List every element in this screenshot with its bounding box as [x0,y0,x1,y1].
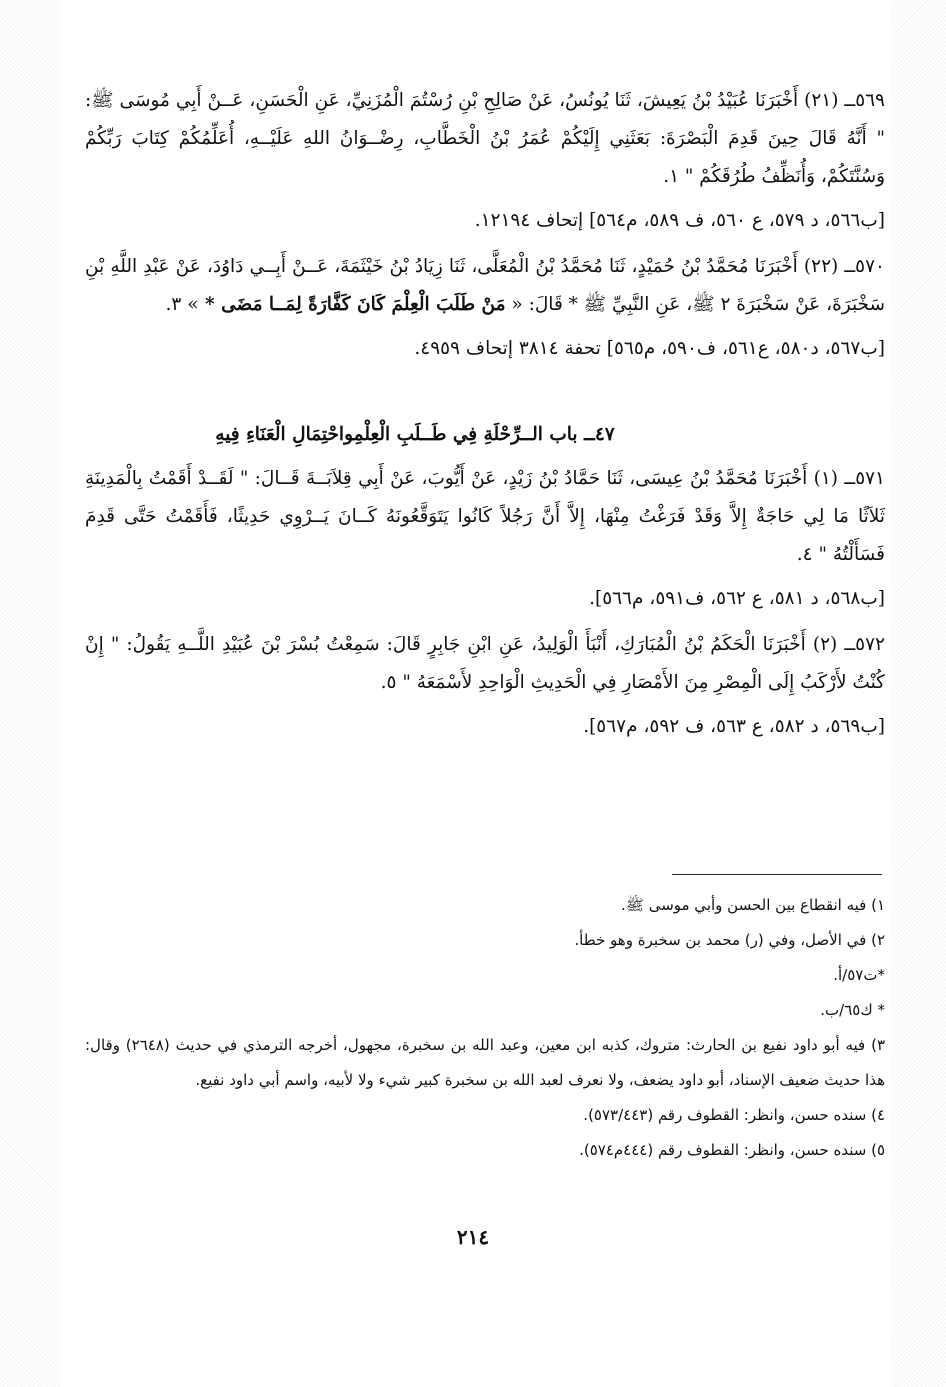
chapter-title: ٤٧ــ باب الــرِّحْلَةِ فِي طَــلَبِ الْعِلْمِواحْتِمَالِ الْعَنَاءِ فِيهِ [215,424,615,445]
footnote-4: ٤) سنده حسن، وانظر: القطوف رقم (٥٧٣/٤٤٣). [583,1106,885,1124]
hadith-572: ٥٧٢ــ (٢) أَخْبَرَنَا الْحَكَمُ بْنُ الْمُبَارَكِ، أَنْبَأَ الْوَلِيدُ، عَنِ ابْنِ جَابِرٍ قَالَ: سَمِعْتُ بُسْرَ بْنَ عُبَيْدِ اللَّــهِ يَقُولُ: " إِنْ كُنْتُ لأَرْكَبُ إِلَى الْمِصْرِ مِنَ الأَمْصَارِ فِي الْحَدِيثِ الْوَاحِدِ لأَسْمَعَهُ " ٥. [85,634,885,693]
scan-edge-left [0,0,60,1387]
footnotes [85,888,885,1168]
footnote-marker-t: *ت٥٧/أ. [833,966,885,984]
hadith-570-matn: مَنْ طَلَبَ الْعِلْمَ كَانَ كَفَّارَةً لِمَــا مَضَى * [198,294,506,315]
page-number: ٢١٤ [456,1225,490,1249]
hadith-571-reference: [ب٥٦٨، د ٥٨١، ع ٥٦٢، ف٥٩١، م٥٦٦]. [589,588,885,609]
footnote-1: ١) فيه انقطاع بين الحسن وأبي موسى ﷺ. [621,896,885,914]
footnote-2: ٢) في الأصل، وفي (ر) محمد بن سخبرة وهو خطأ. [574,931,885,949]
hadith-570-end: » ٣. [165,294,199,315]
hadith-569-text: ٥٦٩ــ (٢١) أَخْبَرَنَا عُبَيْدُ بْنُ يَعِيشَ، ثَنَا يُونُسُ، عَنْ صَالِحِ بْنِ رُسْتُمَ الْمُزَنِيِّ، عَنِ الْحَسَنِ، عَــنْ أَبِي مُوسَى ﷺ: " أَنَّهُ قَالَ حِينَ قَدِمَ الْبَصْرَةَ: بَعَثَنِي إِلَيْكُمْ عُمَرُ بْنُ الْخَطَّابِ، رِضْــوَانُ اللهِ عَلَيْــهِ، أُعَلِّمُكُمْ كِتَابَ رَبِّكُمْ وَسُنَّتَكُمْ، وَأُنَظِّفُ طُرُقَكُمْ " ١. [85,90,885,187]
hadith-571: ٥٧١ــ (١) أَخْبَرَنَا مُحَمَّدُ بْنُ عِيسَى، ثَنَا حَمَّادُ بْنُ زَيْدٍ، عَنْ أَيُّوبَ، عَنْ أَبِي قِلاَبَــةَ قَــالَ: " لَقَــدْ أَقَمْتُ بِالْمَدِينَةِ ثَلاَثًا مَا لِي حَاجَةٌ إِلاَّ وَقَدْ فَرَغْتُ مِنْهَا، إِلاَّ أَنَّ رَجُلاً كَانُوا يَتَوَقَّعُونَهُ كَــانَ يَــرْوِي حَدِيثًا، فَأَقَمْتُ حَتَّى قَدِمَ فَسَأَلْتُهُ " ٤. [85,468,885,565]
hadith-570-text: ٥٧٠ــ (٢٢) أَخْبَرَنَا مُحَمَّدُ بْنُ حُمَيْدٍ، ثَنَا مُحَمَّدُ بْنُ الْمُعَلَّى، ثَنَا زِيَادُ بْنُ خَيْثَمَةَ، عَــنْ أَبِــي دَاوُدَ، عَنْ عَبْدِ اللَّهِ بْنِ سَخْبَرَةَ، عَنْ سَخْبَرَةَ ٢ ﷺ، عَنِ النَّبِيِّ ﷺ * قَالَ: « [85,256,885,315]
hadith-570 [85,248,885,324]
footnote-3: ٣) فيه أبو داود نفيع بن الحارث: متروك، كذبه ابن معين، وعبد الله بن سخبرة، مجهول، أخرجه الترمذي في حديث (٢٦٤٨) وقال: هذا حديث ضعيف الإسناد، أبو داود يضعف، ولا نعرف لعبد الله بن سخبرة كبير شيء ولا لأبيه، واسم أبي داود نفيع. [85,1036,886,1089]
footnote-separator [672,874,882,875]
hadith-572-reference: [ب٥٦٩، د ٥٨٢، ع ٥٦٣، ف ٥٩٢، م٥٦٧]. [583,716,885,737]
hadith-569 [85,82,885,196]
main-text [85,82,885,754]
hadith-569-reference: [ب٥٦٦، د ٥٧٩، ع ٥٦٠، ف ٥٨٩، م٥٦٤] إتحاف ١٢١٩٤. [474,210,885,231]
footnote-5: ٥) سنده حسن، وانظر: القطوف رقم (٤٤٤م٥٧٤). [579,1141,885,1159]
footnote-marker-k: * ك٦٥/ب. [820,1001,885,1019]
scan-edge-right [891,0,946,1387]
hadith-570-reference: [ب٥٦٧، د٥٨٠، ع٥٦١، ف٥٩٠، م٥٦٥] تحفة ٣٨١٤ إتحاف ٤٩٥٩. [414,338,885,359]
